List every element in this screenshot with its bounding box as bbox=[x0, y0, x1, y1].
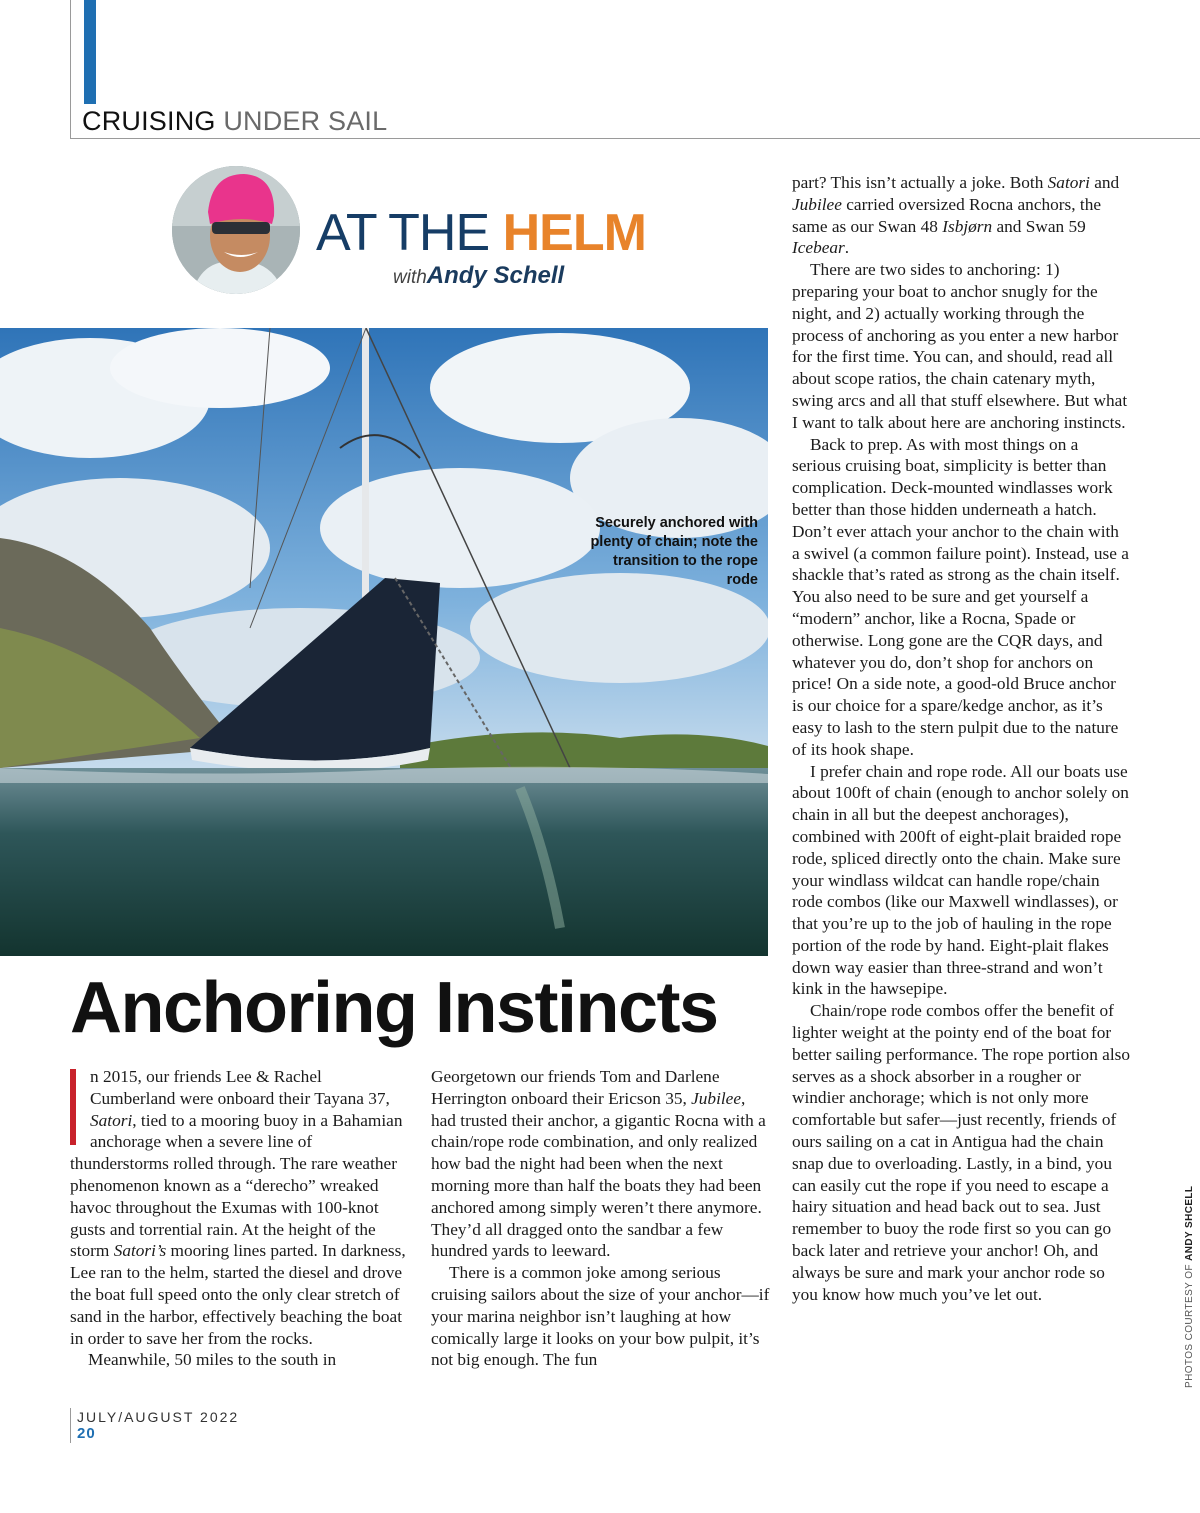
column-title bbox=[316, 203, 646, 263]
boat-name: Satori bbox=[1047, 173, 1090, 192]
text-run: part? This isn’t actually a joke. Both bbox=[792, 173, 1048, 192]
section-label bbox=[82, 106, 387, 137]
column-title-plain: AT THE bbox=[316, 204, 503, 262]
photo-credit bbox=[1184, 1186, 1195, 1388]
text-run: . bbox=[844, 238, 850, 258]
credit-prefix: PHOTOS COURTESY OF bbox=[1184, 1260, 1195, 1388]
text-run: , tied to a mooring buoy in a Bahamian anchorage when a severe line of thunderstorms rolled through. The rare weather phenomenon known as a “derecho” wreaked havoc throughout the Exumas with 100-knot gusts and torrential rain. At the height of the storm bbox=[70, 1110, 403, 1261]
hero-photo bbox=[0, 328, 768, 956]
boat-name: Isbjørn bbox=[942, 216, 993, 236]
boat-name: Satori’s bbox=[113, 1241, 167, 1261]
header-accent-bar bbox=[84, 0, 96, 104]
text-run: mooring lines parted. In darkness, Lee ran to the helm, started the diesel and drove the boat full speed onto the only clear stretch of sand in the harbor, effectively beaching the boat in order to save her from the rocks. bbox=[70, 1241, 406, 1348]
boat-name: Jubilee bbox=[792, 194, 842, 214]
text-run: and bbox=[1089, 173, 1120, 192]
paragraph bbox=[792, 172, 1130, 259]
issue-date: JULY/AUGUST 2022 bbox=[77, 1409, 240, 1425]
body-column-1 bbox=[70, 1066, 410, 1371]
paragraph bbox=[431, 1066, 771, 1262]
credit-name: ANDY SHCELL bbox=[1184, 1185, 1195, 1261]
paragraph: There are two sides to anchoring: 1) preparing your boat to anchor snugly for the night, and 2) actually working through the process of anchoring as you enter a new harbor for the first time. You can, and should, read all about scope ratios, the chain catenary myth, swing arcs and all that stuff elsewhere. But what I want to talk about here are anchoring instincts. bbox=[792, 260, 1128, 432]
paragraph: Meanwhile, 50 miles to the south in bbox=[88, 1350, 337, 1370]
section-label-bold: CRUISING bbox=[82, 106, 216, 136]
body-column-3 bbox=[792, 172, 1130, 1305]
dropcap-bar bbox=[70, 1069, 76, 1145]
article-headline: Anchoring Instincts bbox=[70, 968, 718, 1048]
footer-rule bbox=[70, 1408, 71, 1443]
header-vertical-rule bbox=[70, 0, 71, 138]
section-label-light: UNDER SAIL bbox=[223, 106, 388, 136]
author-avatar bbox=[172, 166, 300, 294]
text-run: , had trusted their anchor, a gigantic Rocna with a chain/rope rode combination, and only realized how bad the night had been when the next morning more than half the boats they had been anchored among simply weren’t there anymore. They’d all dragged onto the sandbar a few hundred yards to leeward. bbox=[431, 1088, 766, 1261]
text-run: Georgetown our friends Tom and Darlene Herrington onboard their Ericson 35, bbox=[431, 1067, 720, 1108]
text-run: n 2015, our friends Lee & Rachel Cumberland were onboard their Tayana 37, bbox=[90, 1067, 390, 1108]
paragraph: Back to prep. As with most things on a serious cruising boat, simplicity is better than complication. Deck-mounted windlasses work better than those hidden underneath a hatch. Don’t ever attach your anchor to the chain with a swivel (a common failure point). Instead, use a shackle that’s rated as strong as the chain itself. You also need to be sure and get yourself a “modern” anchor, like a Rocna, Spade or otherwise. Long gone are the CQR days, and whatever you do, don’t shop for anchors on price! On a side note, a good-old Bruce anchor is our choice for a spare/kedge anchor, as it’s easy to lash to the stern pulpit due to the nature of its hook shape. bbox=[792, 434, 1129, 759]
column-title-accent: HELM bbox=[502, 204, 646, 262]
page-number: 20 bbox=[77, 1425, 96, 1442]
boat-name: Satori bbox=[90, 1110, 133, 1130]
photo-caption: Securely anchored with plenty of chain; note the transition to the rope rode bbox=[590, 515, 758, 588]
byline-name: Andy Schell bbox=[426, 262, 565, 289]
text-run: carried oversized Rocna anchors, the same as our Swan 48 bbox=[792, 194, 1102, 236]
byline-with: with bbox=[393, 267, 427, 288]
body-column-2 bbox=[431, 1066, 771, 1371]
text-run: and Swan 59 bbox=[992, 216, 1086, 236]
boat-name: Icebear bbox=[792, 238, 845, 258]
paragraph: Chain/rope rode combos offer the benefit of lighter weight at the pointy end of the boat for better sailing performance. The rope portion also serves as a shock absorber in a rougher or windier anchorage; which is not only more comfortable but safer—just recently, friends of ours sailing on a cat in Antigua had the chain snap due to overloading. Lastly, in a bind, you can easily cut the rope if you need to escape a hairy situation and head back out to sea. Just remember to buoy the rode first so you can go back later and retrieve your anchor! Oh, and always be sure and mark your anchor rode so you know how much you’ve let out. bbox=[792, 1001, 1130, 1304]
byline bbox=[393, 262, 564, 290]
paragraph: I prefer chain and rope rode. All our boats use about 100ft of chain (enough to anchor solely on chain in all but the deepest anchorages), combined with 200ft of eight-plait braided rope rode, spliced directly onto the chain. Make sure your windlass wildcat can handle rope/chain rode combos (like our Maxwell windlasses), or that you’re up to the job of hauling in the rope portion of the rode by hand. Eight-plait flakes down way easier than three-strand and won’t kink in the hawsepipe. bbox=[792, 761, 1129, 999]
header-horizontal-rule bbox=[70, 138, 1200, 139]
paragraph: There is a common joke among serious cruising sailors about the size of your anchor—if your marina neighbor isn’t laughing at how comically large it looks on your bow pulpit, it’s not big enough. The fun bbox=[431, 1263, 770, 1370]
boat-name: Jubilee bbox=[691, 1088, 742, 1108]
paragraph bbox=[70, 1066, 410, 1349]
